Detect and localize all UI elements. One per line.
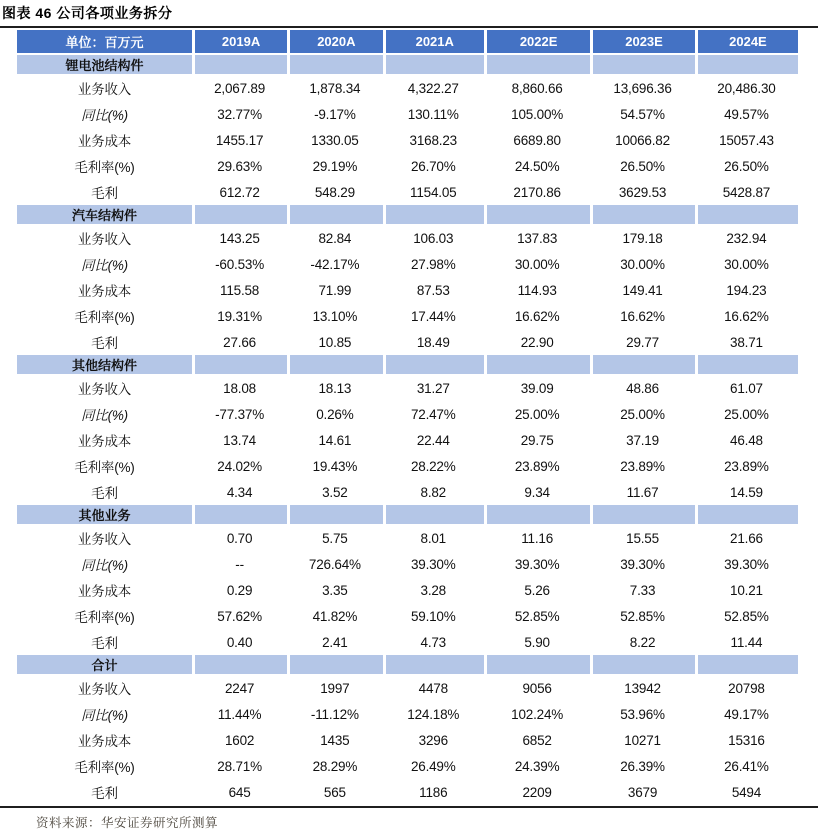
value-cell: 106.03: [413, 230, 454, 246]
value-cell: 20798: [728, 680, 765, 696]
section-label: 合计: [17, 655, 192, 675]
section-empty-cell: [192, 505, 287, 525]
value-cell: 28.22%: [410, 458, 456, 474]
value-cell: 61.07: [730, 380, 763, 396]
row-label: 毛利率(%): [74, 760, 135, 775]
value-cell: -42.17%: [310, 256, 360, 272]
table-row: [17, 577, 798, 603]
header-cell-unit: 单位：百万元: [17, 30, 192, 55]
table-row: [17, 179, 798, 205]
section-empty-cell: [695, 55, 798, 75]
table-row: [17, 75, 798, 101]
value-cell: 4,322.27: [407, 80, 459, 96]
value-cell: 0.26%: [316, 406, 354, 422]
value-cell: 149.41: [622, 282, 663, 298]
value-cell: 1330.05: [311, 132, 359, 148]
figure-title: 图表 46 公司各项业务拆分: [2, 5, 173, 21]
value-cell: 0.70: [226, 530, 253, 546]
table-row: [17, 427, 798, 453]
header-cell-2023E: 2023E: [590, 30, 695, 55]
value-cell: 54.57%: [620, 106, 665, 122]
section-label: 汽车结构件: [17, 205, 192, 225]
value-cell: 6689.80: [513, 132, 561, 148]
value-cell: 8.82: [420, 484, 446, 500]
value-cell: 27.66: [223, 334, 256, 350]
value-cell: 1455.17: [215, 132, 264, 148]
value-cell: 17.44%: [410, 308, 456, 324]
value-cell: 179.18: [622, 230, 663, 246]
table-row: [17, 629, 798, 655]
value-cell: 143.25: [219, 230, 260, 246]
section-label: 其他业务: [17, 505, 192, 525]
section-empty-cell: [287, 355, 382, 375]
value-cell: 3296: [418, 732, 448, 748]
value-cell: 39.30%: [724, 556, 769, 572]
row-label: 毛利: [91, 336, 118, 351]
section-empty-cell: [383, 355, 485, 375]
value-cell: 5428.87: [722, 184, 771, 200]
row-label: 业务收入: [77, 682, 132, 697]
value-cell: 2.41: [322, 634, 348, 650]
value-cell: 72.47%: [410, 406, 456, 422]
header-cell-2020A: 2020A: [287, 30, 382, 55]
value-cell: 726.64%: [308, 556, 361, 572]
value-cell: 11.16: [521, 530, 553, 546]
section-empty-cell: [383, 55, 485, 75]
section-empty-cell: [484, 205, 590, 225]
row-label: 同比(%): [80, 408, 128, 423]
table-row: [17, 127, 798, 153]
value-cell: 16.62%: [724, 308, 769, 324]
row-label: 同比(%): [80, 558, 128, 573]
value-cell: 8,860.66: [511, 80, 563, 96]
table-row: [17, 225, 798, 251]
value-cell: 52.85%: [724, 608, 769, 624]
value-cell: 13942: [624, 680, 661, 696]
section-empty-cell: [695, 655, 798, 675]
row-label: 毛利率(%): [74, 310, 135, 325]
value-cell: 10066.82: [615, 132, 670, 148]
value-cell: 2247: [224, 680, 255, 696]
value-cell: 24.50%: [514, 158, 560, 174]
value-cell: 30.00%: [514, 256, 560, 272]
value-cell: 31.27: [416, 380, 450, 396]
value-cell: 39.09: [520, 380, 554, 396]
row-label: 业务成本: [77, 434, 132, 449]
value-cell: 124.18%: [407, 706, 460, 722]
value-cell: 645: [228, 784, 251, 800]
value-cell: 115.58: [220, 282, 260, 298]
value-cell: 26.49%: [410, 758, 456, 774]
value-cell: 102.24%: [511, 706, 564, 722]
value-cell: 30.00%: [620, 256, 665, 272]
value-cell: 19.43%: [312, 458, 358, 474]
section-empty-cell: [192, 55, 287, 75]
table-row: [17, 303, 798, 329]
value-cell: 21.66: [730, 530, 763, 546]
value-cell: 15057.43: [719, 132, 774, 148]
value-cell: 18.08: [223, 380, 256, 396]
section-label: 其他结构件: [17, 355, 192, 375]
value-cell: 13.10%: [312, 308, 358, 324]
value-cell: 11.44%: [217, 706, 262, 722]
value-cell: 59.10%: [410, 608, 456, 624]
business-breakdown-table: [17, 30, 798, 805]
section-empty-cell: [590, 355, 695, 375]
table-row: [17, 525, 798, 551]
header-cell-2022E: 2022E: [484, 30, 590, 55]
value-cell: 15316: [728, 732, 765, 748]
value-cell: 13,696.36: [613, 80, 672, 96]
value-cell: 10.85: [318, 334, 352, 350]
section-empty-cell: [484, 505, 590, 525]
section-empty-cell: [383, 505, 485, 525]
value-cell: 39.30%: [620, 556, 665, 572]
value-cell: 2170.86: [513, 184, 561, 200]
value-cell: 46.48: [730, 432, 763, 448]
section-empty-cell: [484, 655, 590, 675]
row-label: 业务成本: [77, 134, 132, 149]
row-label: 业务收入: [77, 82, 132, 97]
table-row: [17, 727, 798, 753]
value-cell: 14.59: [730, 484, 763, 500]
section-empty-cell: [287, 505, 382, 525]
table-row: [17, 453, 798, 479]
row-label: 业务收入: [77, 532, 132, 547]
value-cell: -11.12%: [310, 706, 359, 722]
value-cell: 1602: [224, 732, 255, 748]
table-row: [17, 479, 798, 505]
value-cell: 87.53: [416, 282, 450, 298]
value-cell: 18.13: [318, 380, 352, 396]
section-empty-cell: [287, 655, 382, 675]
value-cell: -60.53%: [215, 256, 265, 272]
value-cell: -77.37%: [215, 406, 265, 422]
value-cell: 20,486.30: [717, 80, 776, 96]
value-cell: 41.82%: [312, 608, 358, 624]
value-cell: 1,878.34: [309, 80, 361, 96]
table-row: [17, 329, 798, 355]
value-cell: 8.22: [629, 634, 656, 650]
section-empty-cell: [695, 355, 798, 375]
value-cell: -9.17%: [314, 106, 356, 122]
section-header-row: [17, 355, 798, 375]
row-label: 业务成本: [77, 584, 132, 599]
value-cell: 24.02%: [217, 458, 262, 474]
value-cell: 6852: [522, 732, 552, 748]
value-cell: 114.93: [517, 282, 557, 298]
value-cell: 11.44: [730, 634, 763, 650]
header-cell-2021A: 2021A: [383, 30, 485, 55]
row-label: 毛利率(%): [74, 160, 135, 175]
table-body: [17, 55, 798, 805]
section-empty-cell: [590, 505, 695, 525]
table-row: [17, 753, 798, 779]
value-cell: 9056: [522, 680, 552, 696]
value-cell: 3.28: [420, 582, 446, 598]
value-cell: 10.21: [730, 582, 763, 598]
value-cell: 28.71%: [217, 758, 262, 774]
value-cell: 26.39%: [620, 758, 665, 774]
value-cell: 15.55: [626, 530, 659, 546]
value-cell: 26.50%: [724, 158, 769, 174]
value-cell: 14.61: [318, 432, 352, 448]
table-row: [17, 603, 798, 629]
value-cell: 4478: [418, 680, 448, 696]
value-cell: 53.96%: [620, 706, 665, 722]
value-cell: 30.00%: [724, 256, 769, 272]
value-cell: 25.00%: [620, 406, 665, 422]
section-empty-cell: [590, 655, 695, 675]
row-label: 毛利: [91, 786, 118, 801]
value-cell: 2,067.89: [214, 80, 266, 96]
section-empty-cell: [192, 355, 287, 375]
section-header-row: [17, 205, 798, 225]
row-label: 毛利率(%): [74, 460, 135, 475]
section-empty-cell: [287, 205, 382, 225]
section-header-row: [17, 55, 798, 75]
header-cell-2019A: 2019A: [192, 30, 287, 55]
value-cell: 23.89%: [514, 458, 560, 474]
value-cell: 0.29: [226, 582, 253, 598]
value-cell: 565: [323, 784, 346, 800]
section-empty-cell: [192, 205, 287, 225]
row-label: 毛利: [91, 186, 118, 201]
row-label: 毛利: [91, 486, 118, 501]
value-cell: 23.89%: [620, 458, 665, 474]
value-cell: 57.62%: [217, 608, 262, 624]
section-empty-cell: [287, 55, 382, 75]
value-cell: 2209: [522, 784, 552, 800]
value-cell: 29.77: [626, 334, 659, 350]
value-cell: 105.00%: [511, 106, 564, 122]
value-cell: 25.00%: [514, 406, 560, 422]
value-cell: 548.29: [314, 184, 355, 200]
value-cell: 8.01: [420, 530, 446, 546]
value-cell: 52.85%: [514, 608, 560, 624]
value-cell: 11.67: [626, 484, 659, 500]
table-row: [17, 401, 798, 427]
table-row: [17, 153, 798, 179]
value-cell: 71.99: [318, 282, 352, 298]
value-cell: 49.57%: [724, 106, 769, 122]
source-note: 资料来源：华安证券研究所测算: [36, 816, 219, 830]
title-rule: [0, 26, 818, 28]
value-cell: 22.90: [520, 334, 554, 350]
value-cell: 26.41%: [724, 758, 769, 774]
row-label: 业务收入: [77, 232, 132, 247]
table-header-row: [17, 30, 798, 55]
value-cell: 232.94: [726, 230, 767, 246]
value-cell: 9.34: [524, 484, 550, 500]
table-row: [17, 375, 798, 401]
row-label: 业务成本: [77, 734, 132, 749]
row-label: 业务收入: [77, 382, 132, 397]
value-cell: 22.44: [416, 432, 450, 448]
section-header-row: [17, 505, 798, 525]
value-cell: 29.63%: [217, 158, 262, 174]
section-empty-cell: [695, 505, 798, 525]
value-cell: 39.30%: [514, 556, 560, 572]
row-label: 业务成本: [77, 284, 132, 299]
section-empty-cell: [383, 205, 485, 225]
value-cell: 3.52: [322, 484, 348, 500]
value-cell: 37.19: [626, 432, 659, 448]
value-cell: 5.26: [524, 582, 550, 598]
value-cell: 32.77%: [217, 106, 262, 122]
table-row: [17, 277, 798, 303]
value-cell: 28.29%: [312, 758, 358, 774]
value-cell: 29.19%: [312, 158, 358, 174]
value-cell: 48.86: [626, 380, 659, 396]
value-cell: 23.89%: [724, 458, 769, 474]
table-row: [17, 101, 798, 127]
value-cell: 612.72: [219, 184, 260, 200]
row-label: 同比(%): [80, 258, 128, 273]
value-cell: 24.39%: [514, 758, 560, 774]
section-header-row: [17, 655, 798, 675]
value-cell: 49.17%: [724, 706, 769, 722]
header-cell-2024E: 2024E: [695, 30, 798, 55]
value-cell: 1186: [419, 784, 448, 800]
section-label: 锂电池结构件: [17, 55, 192, 75]
value-cell: 26.70%: [410, 158, 456, 174]
section-empty-cell: [484, 55, 590, 75]
value-cell: 26.50%: [620, 158, 665, 174]
value-cell: --: [235, 556, 244, 572]
value-cell: 3168.23: [409, 132, 457, 148]
value-cell: 16.62%: [514, 308, 560, 324]
value-cell: 13.74: [223, 432, 256, 448]
section-empty-cell: [590, 55, 695, 75]
table-row: [17, 551, 798, 577]
value-cell: 3.35: [322, 582, 348, 598]
value-cell: 1997: [320, 680, 350, 696]
row-label: 毛利: [91, 636, 118, 651]
row-label: 同比(%): [80, 708, 128, 723]
value-cell: 5.75: [322, 530, 348, 546]
value-cell: 0.40: [226, 634, 253, 650]
value-cell: 82.84: [318, 230, 352, 246]
value-cell: 4.73: [420, 634, 446, 650]
value-cell: 4.34: [226, 484, 253, 500]
table-row: [17, 701, 798, 727]
value-cell: 10271: [624, 732, 661, 748]
table-row: [17, 779, 798, 805]
value-cell: 39.30%: [410, 556, 456, 572]
section-empty-cell: [484, 355, 590, 375]
value-cell: 38.71: [730, 334, 763, 350]
row-label: 同比(%): [80, 108, 128, 123]
value-cell: 18.49: [416, 334, 450, 350]
row-label: 毛利率(%): [74, 610, 135, 625]
value-cell: 1435: [320, 732, 350, 748]
value-cell: 52.85%: [620, 608, 665, 624]
section-empty-cell: [192, 655, 287, 675]
value-cell: 3679: [627, 784, 658, 800]
value-cell: 5494: [731, 784, 762, 800]
value-cell: 130.11%: [407, 106, 459, 122]
section-empty-cell: [383, 655, 485, 675]
table-bottom-rule: [0, 806, 818, 808]
value-cell: 3629.53: [618, 184, 667, 200]
value-cell: 29.75: [520, 432, 554, 448]
value-cell: 1154.05: [410, 184, 457, 200]
table-row: [17, 251, 798, 277]
value-cell: 137.83: [517, 230, 558, 246]
value-cell: 27.98%: [410, 256, 456, 272]
value-cell: 25.00%: [724, 406, 769, 422]
value-cell: 194.23: [726, 282, 767, 298]
value-cell: 5.90: [524, 634, 550, 650]
value-cell: 16.62%: [620, 308, 665, 324]
table-row: [17, 675, 798, 701]
value-cell: 19.31%: [217, 308, 262, 324]
section-empty-cell: [590, 205, 695, 225]
section-empty-cell: [695, 205, 798, 225]
value-cell: 7.33: [629, 582, 656, 598]
